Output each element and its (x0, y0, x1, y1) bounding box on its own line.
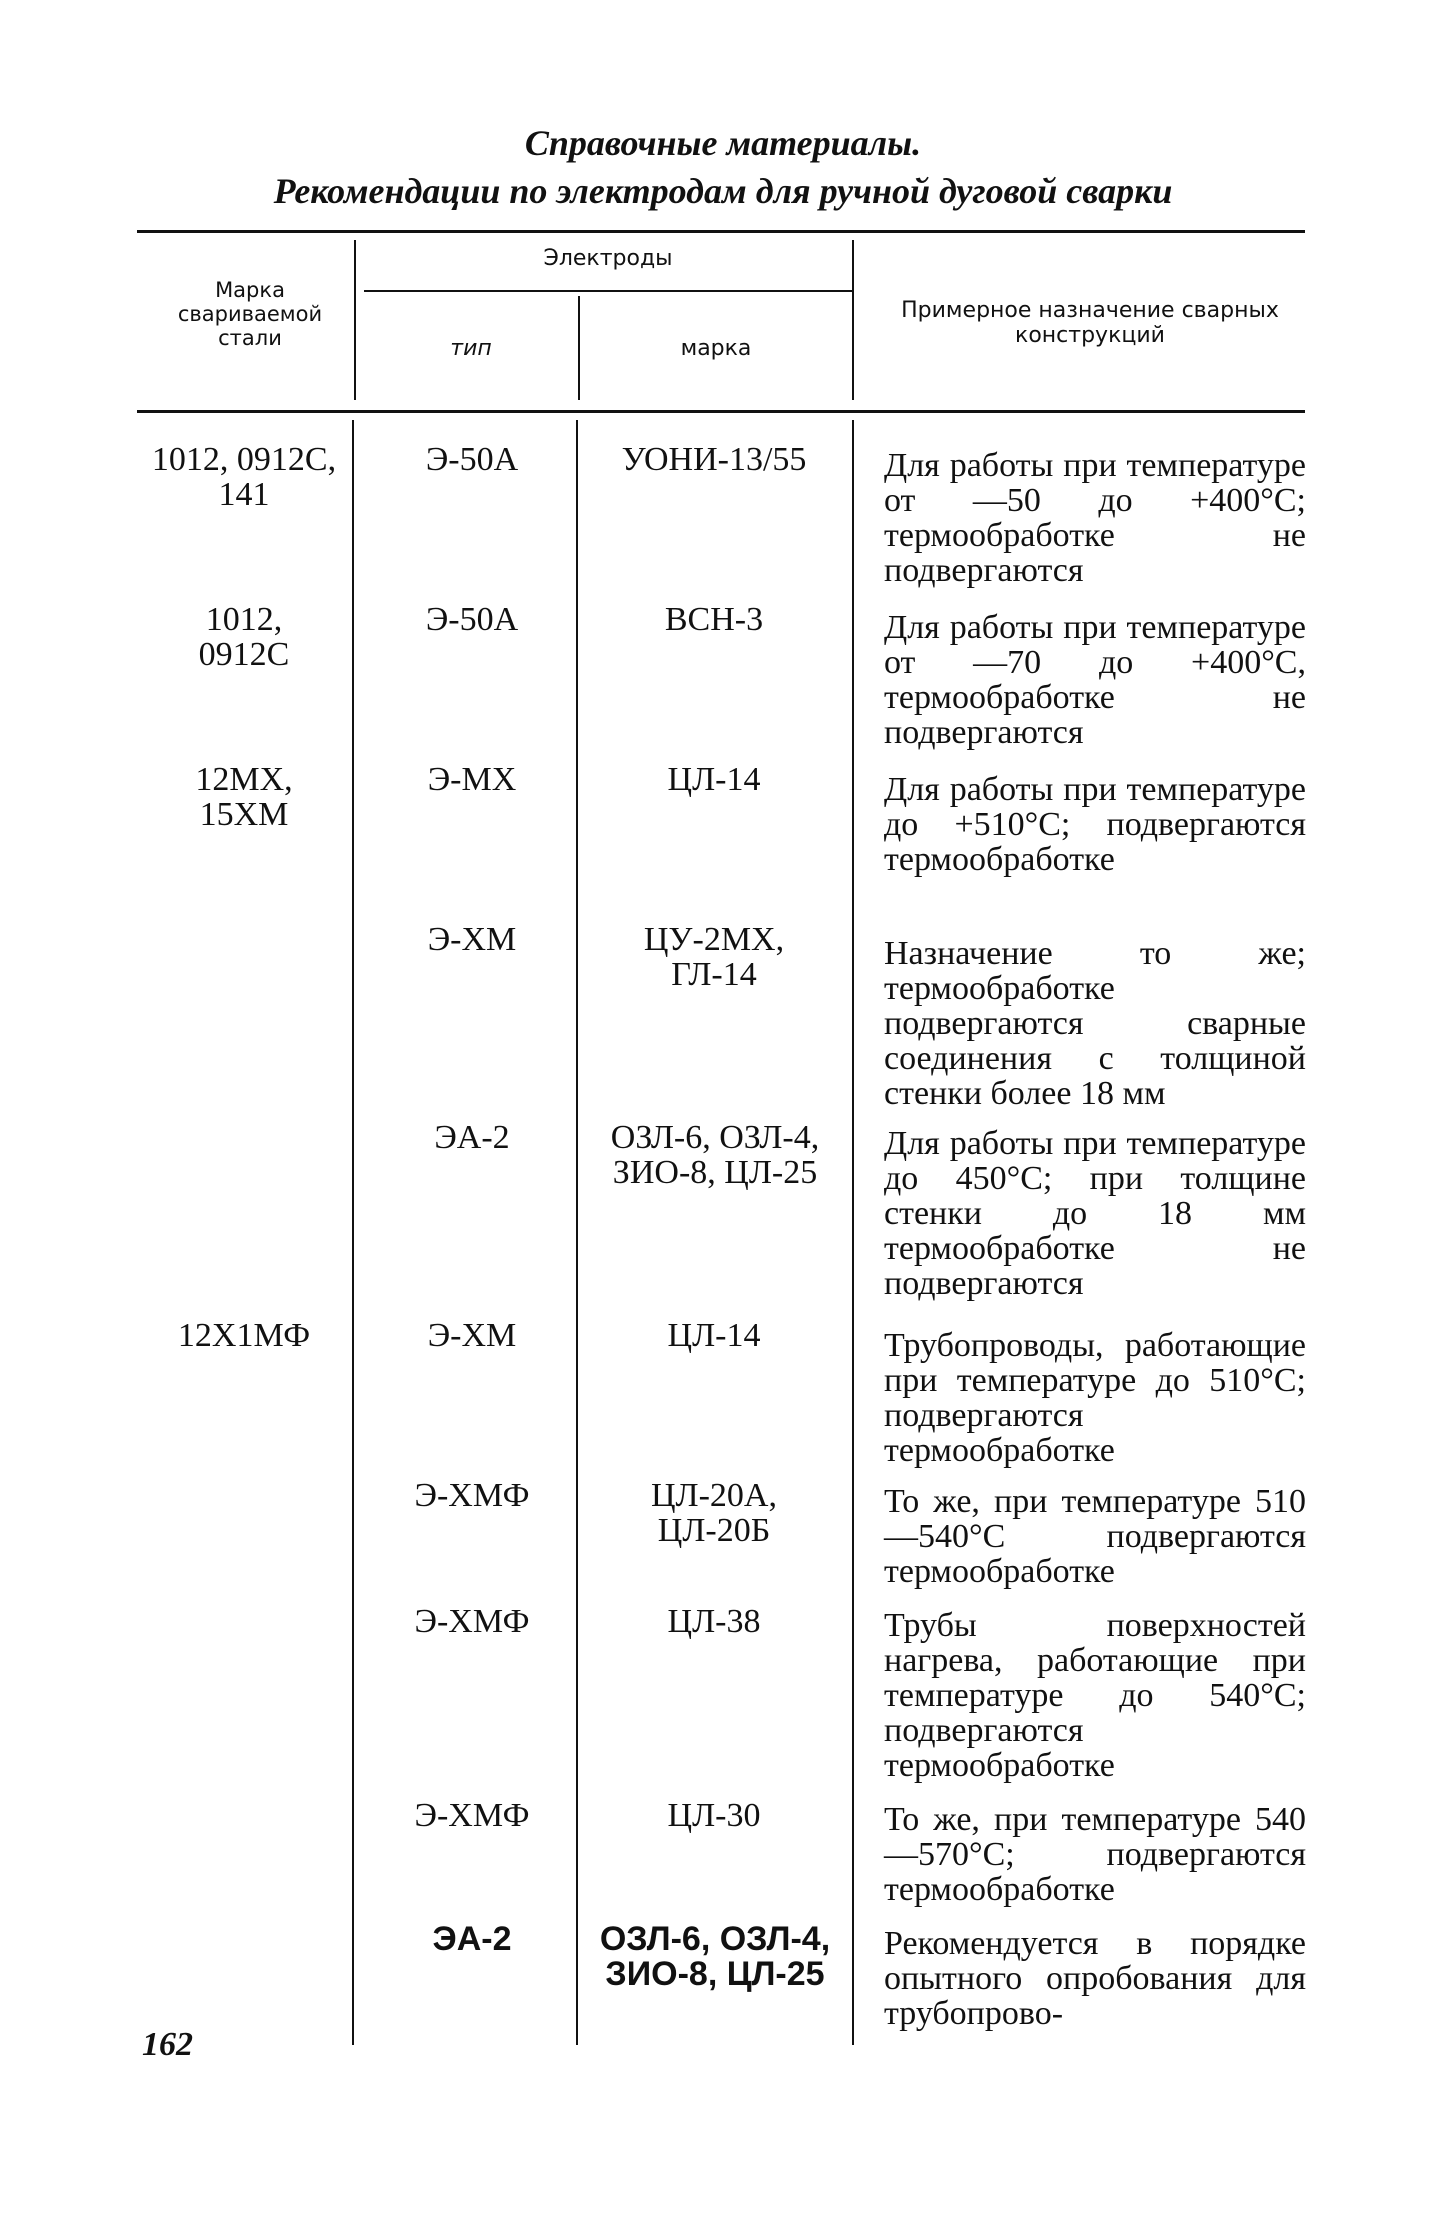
row-7-purpose: То же, при температуре 510—540°С подвергаются термообработке (884, 1483, 1306, 1590)
row-4-brand: ЦУ-2МХ, ГЛ-14 (643, 921, 785, 993)
row-5-type: ЭА-2 (434, 1119, 510, 1156)
table-top-rule (137, 230, 1305, 233)
body-divider-1 (352, 420, 354, 2045)
row-7-type: Э-ХМФ (414, 1477, 530, 1514)
row-5-brand: ОЗЛ-6, ОЗЛ-4, ЗИО-8, ЦЛ-25 (610, 1119, 820, 1191)
row-9-type: Э-ХМФ (414, 1797, 530, 1834)
electrodes-rule (364, 290, 852, 292)
page-number: 162 (142, 2026, 193, 2063)
col-divider-1 (354, 240, 356, 400)
row-10-type: ЭА-2 (432, 1920, 512, 1958)
row-10-purpose: Рекомендуется в порядке опытного опробования для трубопрово- (884, 1925, 1306, 2032)
row-2-purpose: Для работы при температуре от —70 до +400°С, термообработке не подвергаются (884, 609, 1306, 751)
col-divider-3 (852, 240, 854, 400)
row-8-purpose: Трубы поверхностей нагрева, работающие при температуре до 540°С; подвергаются термообработке (884, 1607, 1306, 1784)
row-8-type: Э-ХМФ (414, 1603, 530, 1640)
row-2-type: Э-50А (425, 601, 519, 638)
row-3-brand: ЦЛ-14 (667, 761, 761, 798)
row-4-type: Э-ХМ (427, 921, 517, 958)
header-purpose: Примерное назначение сварных конструкций (901, 298, 1279, 349)
row-3-type: Э-МХ (427, 761, 517, 798)
row-10-brand: ОЗЛ-6, ОЗЛ-4, ЗИО-8, ЦЛ-25 (599, 1920, 831, 1993)
row-9-purpose: То же, при температуре 540—570°С; подвергаются термообработке (884, 1801, 1306, 1908)
row-1-steel: 1012, 0912С, 141 (151, 441, 337, 513)
row-3-purpose: Для работы при температуре до +510°С; подвергаются термообработке (884, 771, 1306, 878)
row-8-brand: ЦЛ-38 (667, 1603, 761, 1640)
header-brand: марка (680, 336, 752, 361)
header-type: тип (450, 336, 492, 361)
row-6-brand: ЦЛ-14 (667, 1317, 761, 1354)
row-6-purpose: Трубопроводы, работающие при температуре до 510°С; подвергаются термообработке (884, 1327, 1306, 1469)
body-divider-3 (852, 420, 854, 2045)
row-5-purpose: Для работы при температуре до 450°С; при толщине стенки до 18 мм термообработке не подвергаются (884, 1125, 1306, 1302)
row-2-steel: 1012, 0912С (198, 601, 290, 673)
row-9-brand: ЦЛ-30 (667, 1797, 761, 1834)
row-1-type: Э-50А (425, 441, 519, 478)
row-6-type: Э-ХМ (427, 1317, 517, 1354)
table-caption: Рекомендации по электродам для ручной дуговой сварки (273, 171, 1173, 211)
header-bottom-rule (137, 410, 1305, 413)
row-2-brand: ВСН-3 (664, 601, 764, 638)
row-1-purpose: Для работы при температуре от —50 до +400°С; термообработке не подвергаются (884, 447, 1306, 589)
header-electrodes: Электроды (543, 246, 673, 271)
row-3-steel: 12МХ, 15ХМ (195, 761, 293, 833)
row-4-purpose: Назначение то же; термообработке подвергаются сварные соединения с толщиной стенки более 18 мм (884, 935, 1306, 1112)
page-title: Справочные материалы. (524, 123, 922, 163)
row-6-steel: 12Х1МФ (177, 1317, 311, 1354)
row-7-brand: ЦЛ-20А, ЦЛ-20Б (651, 1477, 777, 1549)
row-1-brand: УОНИ-13/55 (621, 441, 807, 478)
header-steel: Марка свариваемой стали (177, 278, 323, 351)
